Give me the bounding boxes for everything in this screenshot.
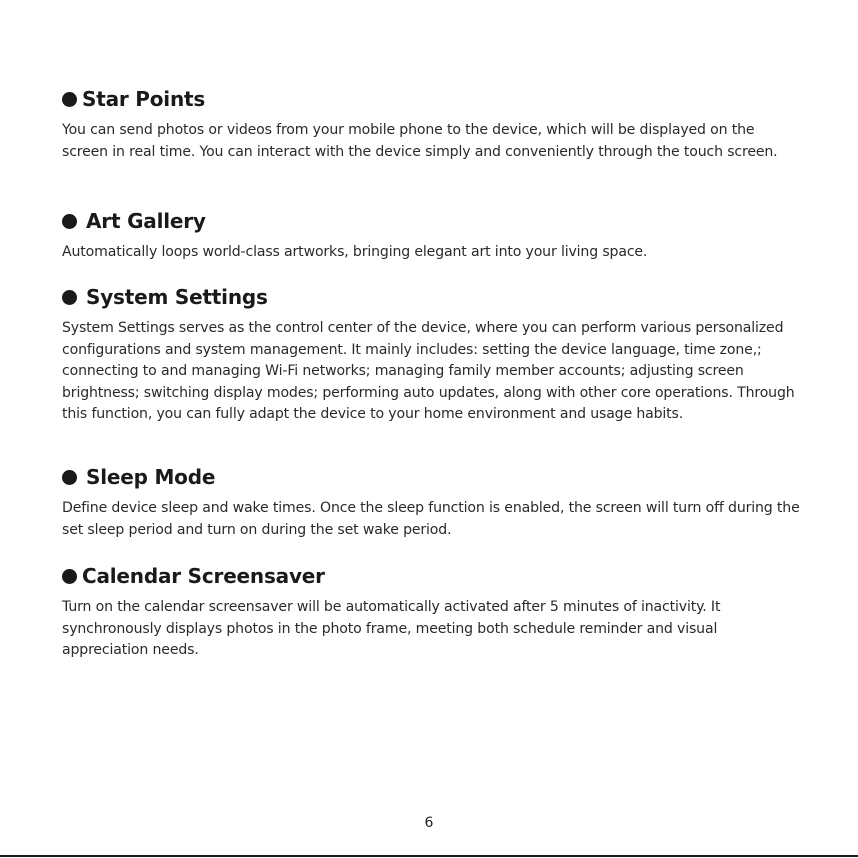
bullet-icon <box>62 92 77 107</box>
bullet-icon <box>62 470 77 485</box>
bullet-icon <box>62 290 77 305</box>
section-heading <box>62 86 802 112</box>
section-art-gallery <box>62 208 802 264</box>
heading-text: System Settings <box>86 285 268 309</box>
heading-text: Star Points <box>82 87 206 111</box>
section-heading <box>62 464 802 490</box>
page-number: 6 <box>424 815 434 831</box>
section-sleep-mode <box>62 464 802 541</box>
bullet-icon <box>62 214 77 229</box>
heading-text: Calendar Screensaver <box>82 564 325 588</box>
section-body: Turn on the calendar screensaver will be automatically activated after 5 minutes of inactivity. It synchronously displays photos in the photo frame, meeting both schedule reminder and visual appreciation needs. <box>62 599 721 658</box>
heading-text: Sleep Mode <box>86 465 216 489</box>
section-system-settings <box>62 284 802 426</box>
section-star-points <box>62 86 802 163</box>
section-heading <box>62 284 802 310</box>
section-heading <box>62 563 802 589</box>
bottom-divider <box>0 855 858 857</box>
heading-text: Art Gallery <box>86 209 206 233</box>
section-body: Define device sleep and wake times. Once the sleep function is enabled, the screen will turn off during the set sleep period and turn on during the set wake period. <box>62 500 800 538</box>
section-body: Automatically loops world-class artworks, bringing elegant art into your living space. <box>62 244 648 260</box>
section-body: You can send photos or videos from your mobile phone to the device, which will be displayed on the screen in real time. You can interact with the device simply and conveniently through the touch screen. <box>62 122 778 160</box>
bullet-icon <box>62 569 77 584</box>
section-body: System Settings serves as the control center of the device, where you can perform various personalized configurations and system management. It mainly includes: setting the device language, time zone,; connecting to and managing Wi-Fi networks; managing family member accounts; adjusting screen brightness; switching display modes; performing auto updates, along with other core operations. Through this function, you can fully adapt the device to your home environment and usage habits. <box>62 320 795 422</box>
section-heading <box>62 208 802 234</box>
section-calendar-screensaver <box>62 563 802 662</box>
